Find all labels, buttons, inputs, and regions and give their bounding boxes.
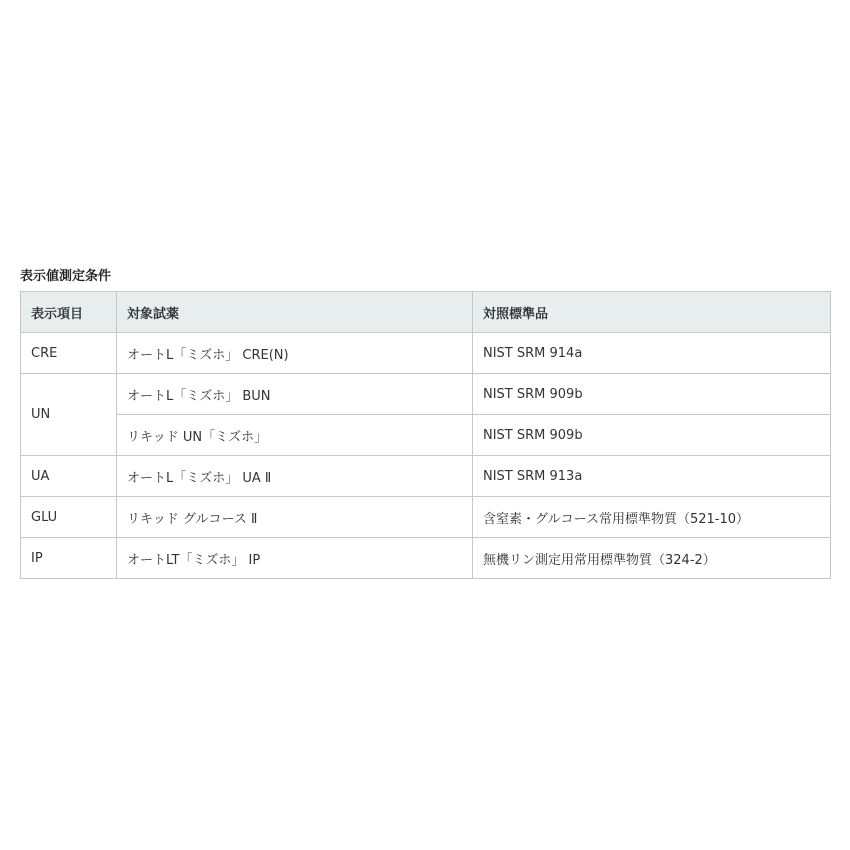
table-row <box>21 415 831 456</box>
standard-cell: 無機リン測定用常用標準物質（324-2） <box>473 538 831 579</box>
table-row <box>21 333 831 374</box>
header-target-reagent: 対象試薬 <box>117 292 473 333</box>
header-display-item: 表示項目 <box>21 292 117 333</box>
header-reference-standard: 対照標準品 <box>473 292 831 333</box>
standard-cell: NIST SRM 909b <box>473 374 831 415</box>
table-row <box>21 538 831 579</box>
table-row <box>21 497 831 538</box>
item-cell: GLU <box>21 497 117 538</box>
reagent-cell: オートLT「ミズホ」 IP <box>117 538 473 579</box>
table-caption: 表示値測定条件 <box>20 269 112 284</box>
item-cell: CRE <box>21 333 117 374</box>
standard-cell: 含窒素・グルコース常用標準物質（521-10） <box>473 497 831 538</box>
reagent-cell: オートL「ミズホ」 BUN <box>117 374 473 415</box>
table-row <box>21 374 831 415</box>
measurement-conditions-table <box>20 291 831 579</box>
item-cell: IP <box>21 538 117 579</box>
item-cell: UN <box>21 374 117 456</box>
reagent-cell: リキッド UN「ミズホ」 <box>117 415 473 456</box>
standard-cell: NIST SRM 914a <box>473 333 831 374</box>
table-row <box>21 456 831 497</box>
reagent-cell: オートL「ミズホ」 UA Ⅱ <box>117 456 473 497</box>
standard-cell: NIST SRM 909b <box>473 415 831 456</box>
reagent-cell: オートL「ミズホ」 CRE(N) <box>117 333 473 374</box>
table-header-row <box>21 292 831 333</box>
item-cell: UA <box>21 456 117 497</box>
standard-cell: NIST SRM 913a <box>473 456 831 497</box>
reagent-cell: リキッド グルコース Ⅱ <box>117 497 473 538</box>
